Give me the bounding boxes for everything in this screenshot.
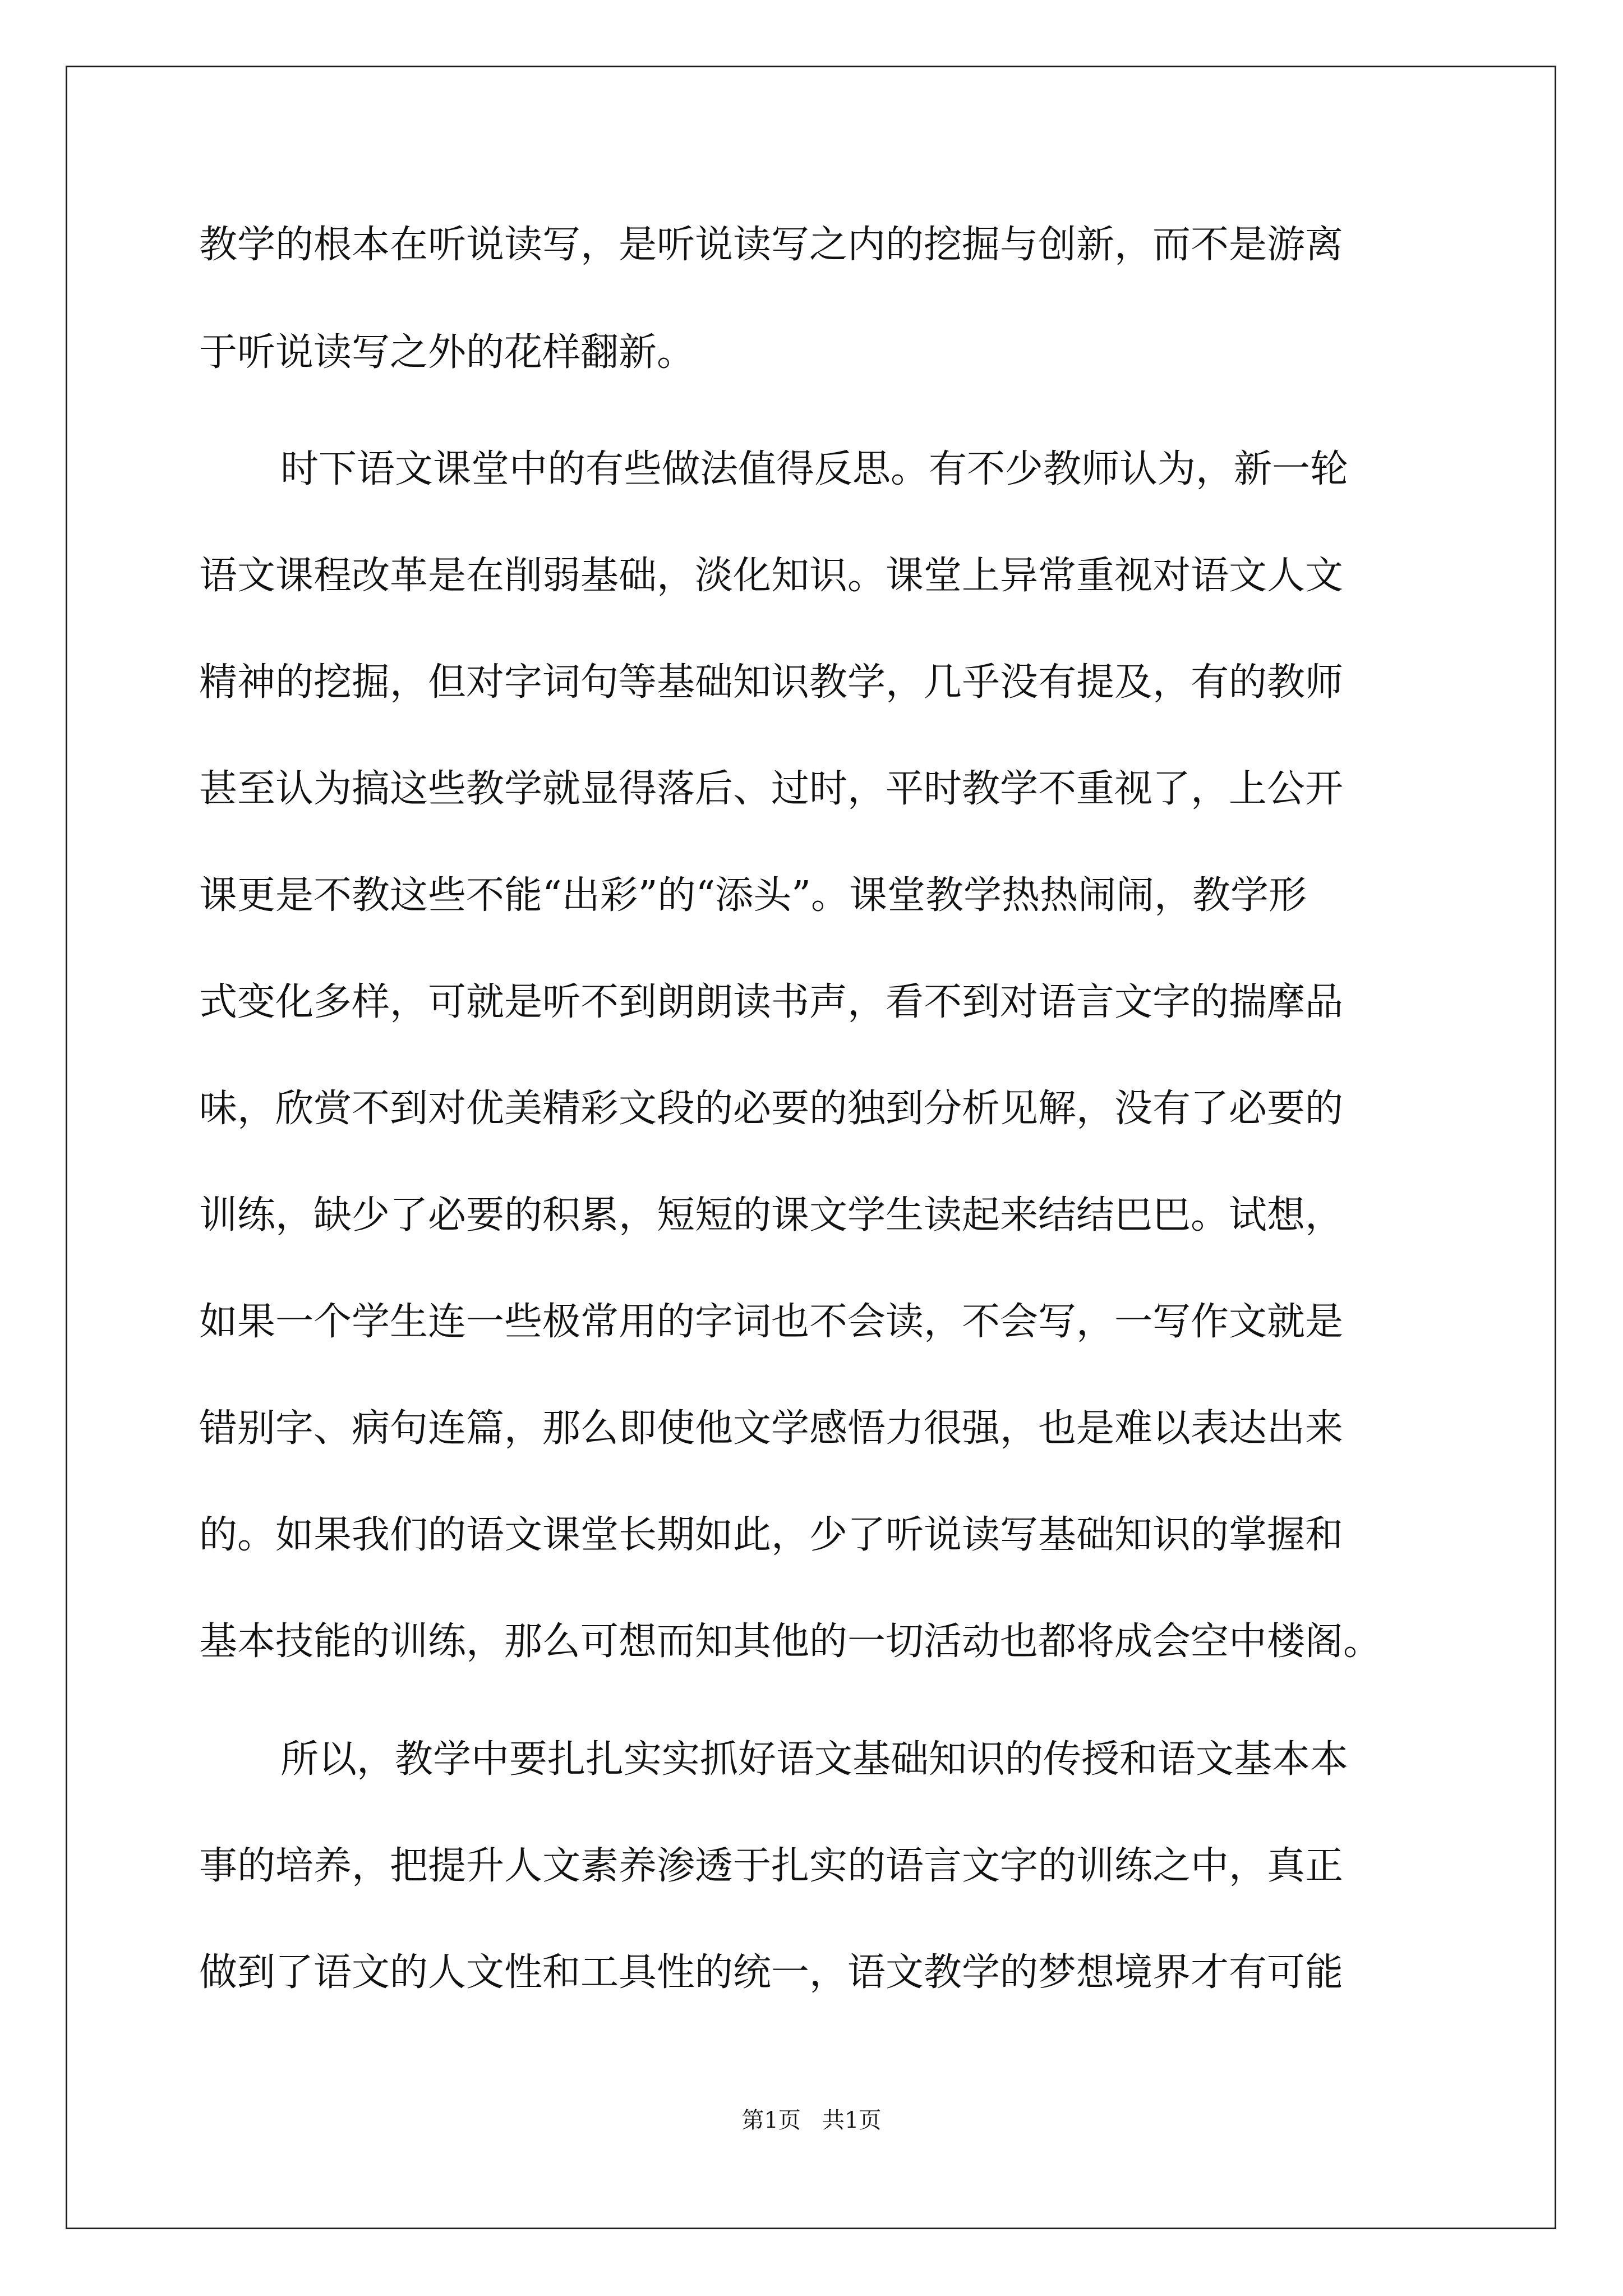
text-line: 错别字、病句连篇，那么即使他文学感悟力很强，也是难以表达出来 bbox=[199, 1406, 1344, 1451]
paragraph-start-line: 所以，教学中要扎扎实实抓好语文基础知识的传授和语文基本本 bbox=[280, 1737, 1349, 1782]
text-line: 式变化多样，可就是听不到朗朗读书声，看不到对语言文字的揣摩品 bbox=[199, 980, 1344, 1024]
text-line: 做到了语文的人文性和工具性的统一，语文教学的梦想境界才有可能 bbox=[199, 1950, 1344, 1995]
text-line: 甚至认为搞这些教学就显得落后、过时，平时教学不重视了，上公开 bbox=[199, 767, 1344, 811]
text-line: 于听说读写之外的花样翻新。 bbox=[199, 330, 695, 375]
text-line: 教学的根本在听说读写，是听说读写之内的挖掘与创新，而不是游离 bbox=[199, 223, 1344, 267]
page-number-footer: 第1页 共1页 bbox=[741, 2108, 882, 2133]
text-line: 事的培养，把提升人文素养渗透于扎实的语言文字的训练之中，真正 bbox=[199, 1844, 1344, 1888]
text-line: 精神的挖掘，但对字词句等基础知识教学，几乎没有提及，有的教师 bbox=[199, 660, 1344, 705]
paragraph-start-line: 时下语文课堂中的有些做法值得反思。有不少教师认为，新一轮 bbox=[280, 447, 1349, 491]
text-line: 基本技能的训练，那么可想而知其他的一切活动也都将成会空中楼阁。 bbox=[199, 1619, 1382, 1664]
page-border bbox=[66, 66, 1556, 2229]
text-line: 语文课程改革是在削弱基础，淡化知识。课堂上异常重视对语文人文 bbox=[199, 554, 1344, 598]
text-line: 的。如果我们的语文课堂长期如此，少了听说读写基础知识的掌握和 bbox=[199, 1513, 1344, 1557]
text-line: 课更是不教这些不能“出彩”的“添头”。课堂教学热热闹闹，教学形 bbox=[199, 873, 1307, 918]
text-line: 训练，缺少了必要的积累，短短的课文学生读起来结结巴巴。试想， bbox=[199, 1193, 1344, 1237]
text-line: 味，欣赏不到对优美精彩文段的必要的独到分析见解，没有了必要的 bbox=[199, 1087, 1344, 1131]
text-line: 如果一个学生连一些极常用的字词也不会读，不会写，一写作文就是 bbox=[199, 1300, 1344, 1344]
